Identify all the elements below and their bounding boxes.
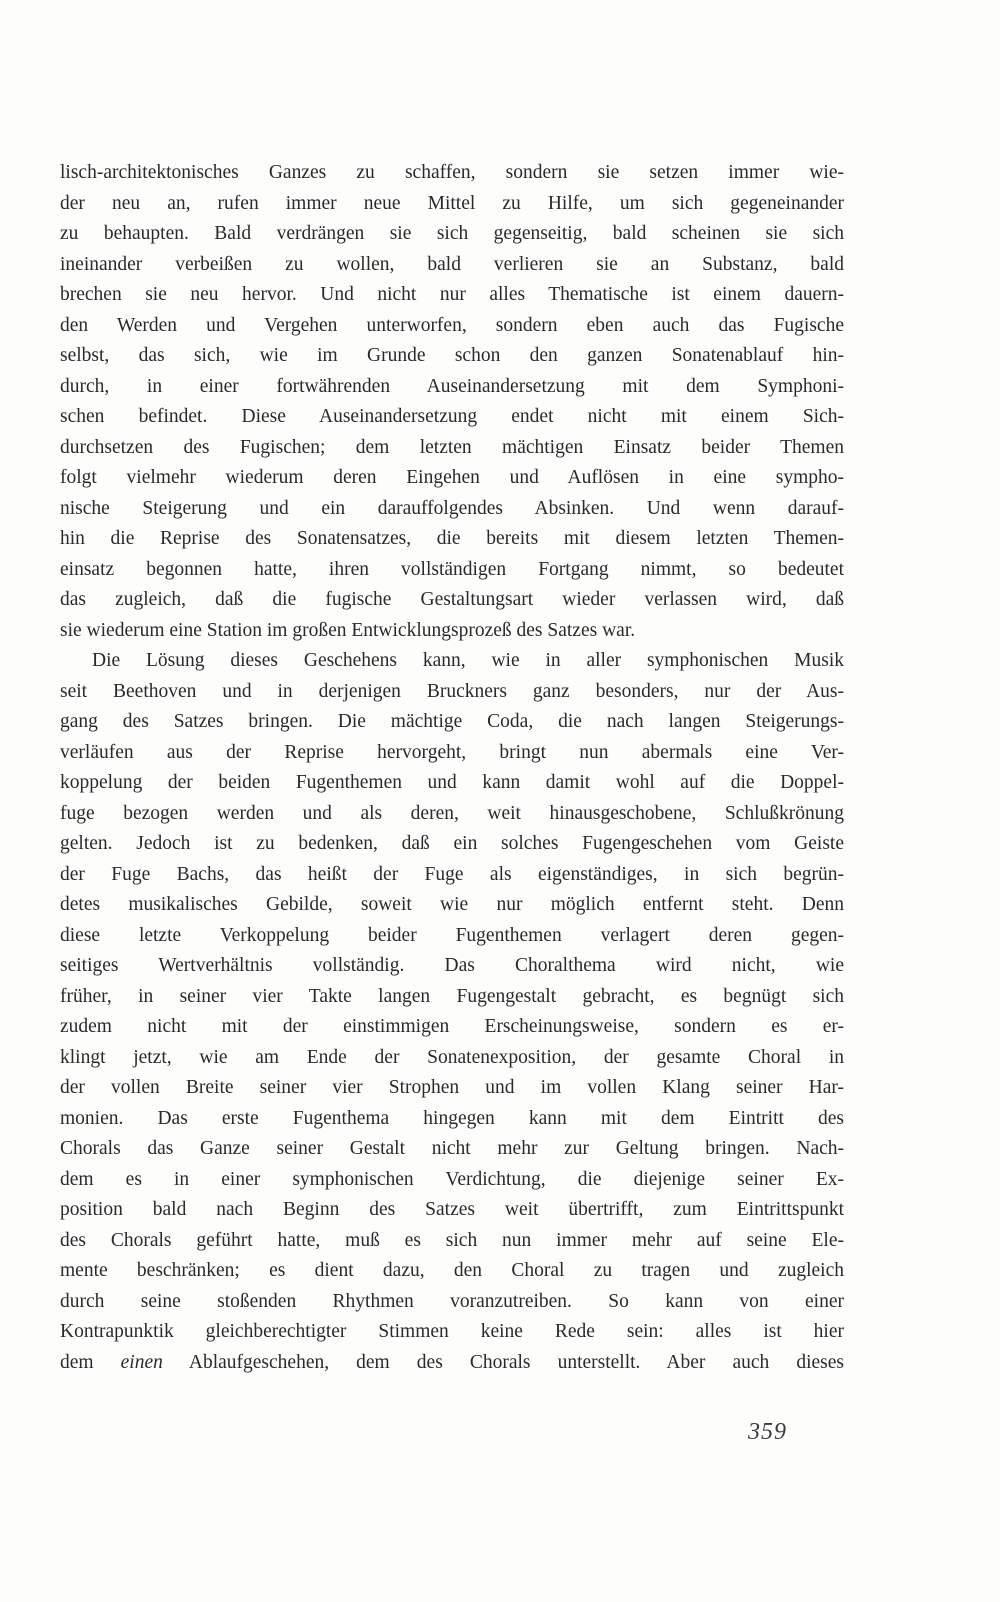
text-line: zu behaupten. Bald verdrängen sie sich gegenseitig, bald scheinen sie sich xyxy=(60,223,844,244)
text-line: klingt jetzt, wie am Ende der Sonatenexposition, der gesamte Choral in xyxy=(60,1046,844,1068)
text-line: seitiges Wertverhältnis vollständig. Das Choralthema wird nicht, wie xyxy=(60,955,844,976)
text-line: monien. Das erste Fugenthema hingegen kann mit dem Eintritt des xyxy=(60,1107,844,1129)
text-line: selbst, das sich, wie im Grunde schon den ganzen Sonatenablauf hin- xyxy=(60,345,844,366)
text-line: Die Lösung dieses Geschehens kann, wie in aller symphonischen Musik xyxy=(92,650,844,671)
text-line: lisch-architektonisches Ganzes zu schaffen, sondern sie setzen immer wie- xyxy=(60,162,844,183)
paragraph-2 xyxy=(60,646,844,1378)
text-line: sie wiederum eine Station im großen Entwicklungsprozeß des Satzes war. xyxy=(60,619,636,641)
text-line: früher, in seiner vier Takte langen Fugengestalt gebracht, es begnügt sich xyxy=(60,985,844,1007)
text-line: Chorals das Ganze seiner Gestalt nicht mehr zur Geltung bringen. Nach- xyxy=(60,1138,844,1159)
text-line: des Chorals geführt hatte, muß es sich nun immer mehr auf seine Ele- xyxy=(60,1229,844,1251)
text-line: brechen sie neu hervor. Und nicht nur alles Thematische ist einem dauern- xyxy=(60,284,844,305)
text-line: dem es in einer symphonischen Verdichtung, die diejenige seiner Ex- xyxy=(60,1168,844,1190)
text-line: seit Beethoven und in derjenigen Bruckners ganz besonders, nur der Aus- xyxy=(60,680,844,702)
text-line: der neu an, rufen immer neue Mittel zu Hilfe, um sich gegeneinander xyxy=(60,192,844,214)
text-line: einsatz begonnen hatte, ihren vollständigen Fortgang nimmt, so bedeutet xyxy=(60,558,844,580)
paragraph-1 xyxy=(60,158,844,646)
text-line: position bald nach Beginn des Satzes weit übertrifft, zum Eintrittspunkt xyxy=(60,1199,844,1220)
text-line-final xyxy=(60,1348,844,1379)
text-line: hin die Reprise des Sonatensatzes, die bereits mit diesem letzten Themen- xyxy=(60,528,844,549)
text-line: koppelung der beiden Fugenthemen und kann damit wohl auf die Doppel- xyxy=(60,772,844,793)
text-line: durchsetzen des Fugischen; dem letzten mächtigen Einsatz beider Themen xyxy=(60,436,844,458)
text-line: das zugleich, daß die fugische Gestaltungsart wieder verlassen wird, daß xyxy=(60,589,844,610)
text-line: der Fuge Bachs, das heißt der Fuge als eigenständiges, in sich begrün- xyxy=(60,863,844,885)
text-line: Kontrapunktik gleichberechtigter Stimmen keine Rede sein: alles ist hier xyxy=(60,1321,844,1342)
text-line: durch seine stoßenden Rhythmen voranzutreiben. So kann von einer xyxy=(60,1290,844,1312)
text-line: nische Steigerung und ein darauffolgendes Absinken. Und wenn darauf- xyxy=(60,497,844,519)
body-text xyxy=(60,158,844,1378)
text-line: schen befindet. Diese Auseinandersetzung endet nicht mit einem Sich- xyxy=(60,406,844,427)
text-line: fuge bezogen werden und als deren, weit hinausgeschobene, Schlußkrönung xyxy=(60,802,844,824)
text-fragment: Ablaufgeschehen, dem des Chorals unterstellt. Aber auch dieses xyxy=(162,1351,844,1373)
page-number: 359 xyxy=(748,1419,787,1445)
text-line: den Werden und Vergehen unterworfen, sondern eben auch das Fugische xyxy=(60,314,844,336)
text-line: verläufen aus der Reprise hervorgeht, bringt nun abermals eine Ver- xyxy=(60,741,844,763)
emphasized-word: einen xyxy=(120,1351,163,1373)
text-line: ineinander verbeißen zu wollen, bald verlieren sie an Substanz, bald xyxy=(60,253,844,275)
text-line: gelten. Jedoch ist zu bedenken, daß ein solches Fugengeschehen vom Geiste xyxy=(60,833,844,854)
text-line: diese letzte Verkoppelung beider Fugenthemen verlagert deren gegen- xyxy=(60,924,844,946)
text-line: zudem nicht mit der einstimmigen Erscheinungsweise, sondern es er- xyxy=(60,1016,844,1037)
text-fragment: dem xyxy=(60,1351,121,1373)
text-line: durch, in einer fortwährenden Auseinandersetzung mit dem Symphoni- xyxy=(60,375,844,397)
text-line: gang des Satzes bringen. Die mächtige Coda, die nach langen Steigerungs- xyxy=(60,711,844,732)
text-line: der vollen Breite seiner vier Strophen und im vollen Klang seiner Har- xyxy=(60,1077,844,1098)
text-line: detes musikalisches Gebilde, soweit wie nur möglich entfernt steht. Denn xyxy=(60,894,844,915)
text-line: mente beschränken; es dient dazu, den Choral zu tragen und zugleich xyxy=(60,1260,844,1281)
text-line: folgt vielmehr wiederum deren Eingehen und Auflösen in eine sympho- xyxy=(60,467,844,488)
